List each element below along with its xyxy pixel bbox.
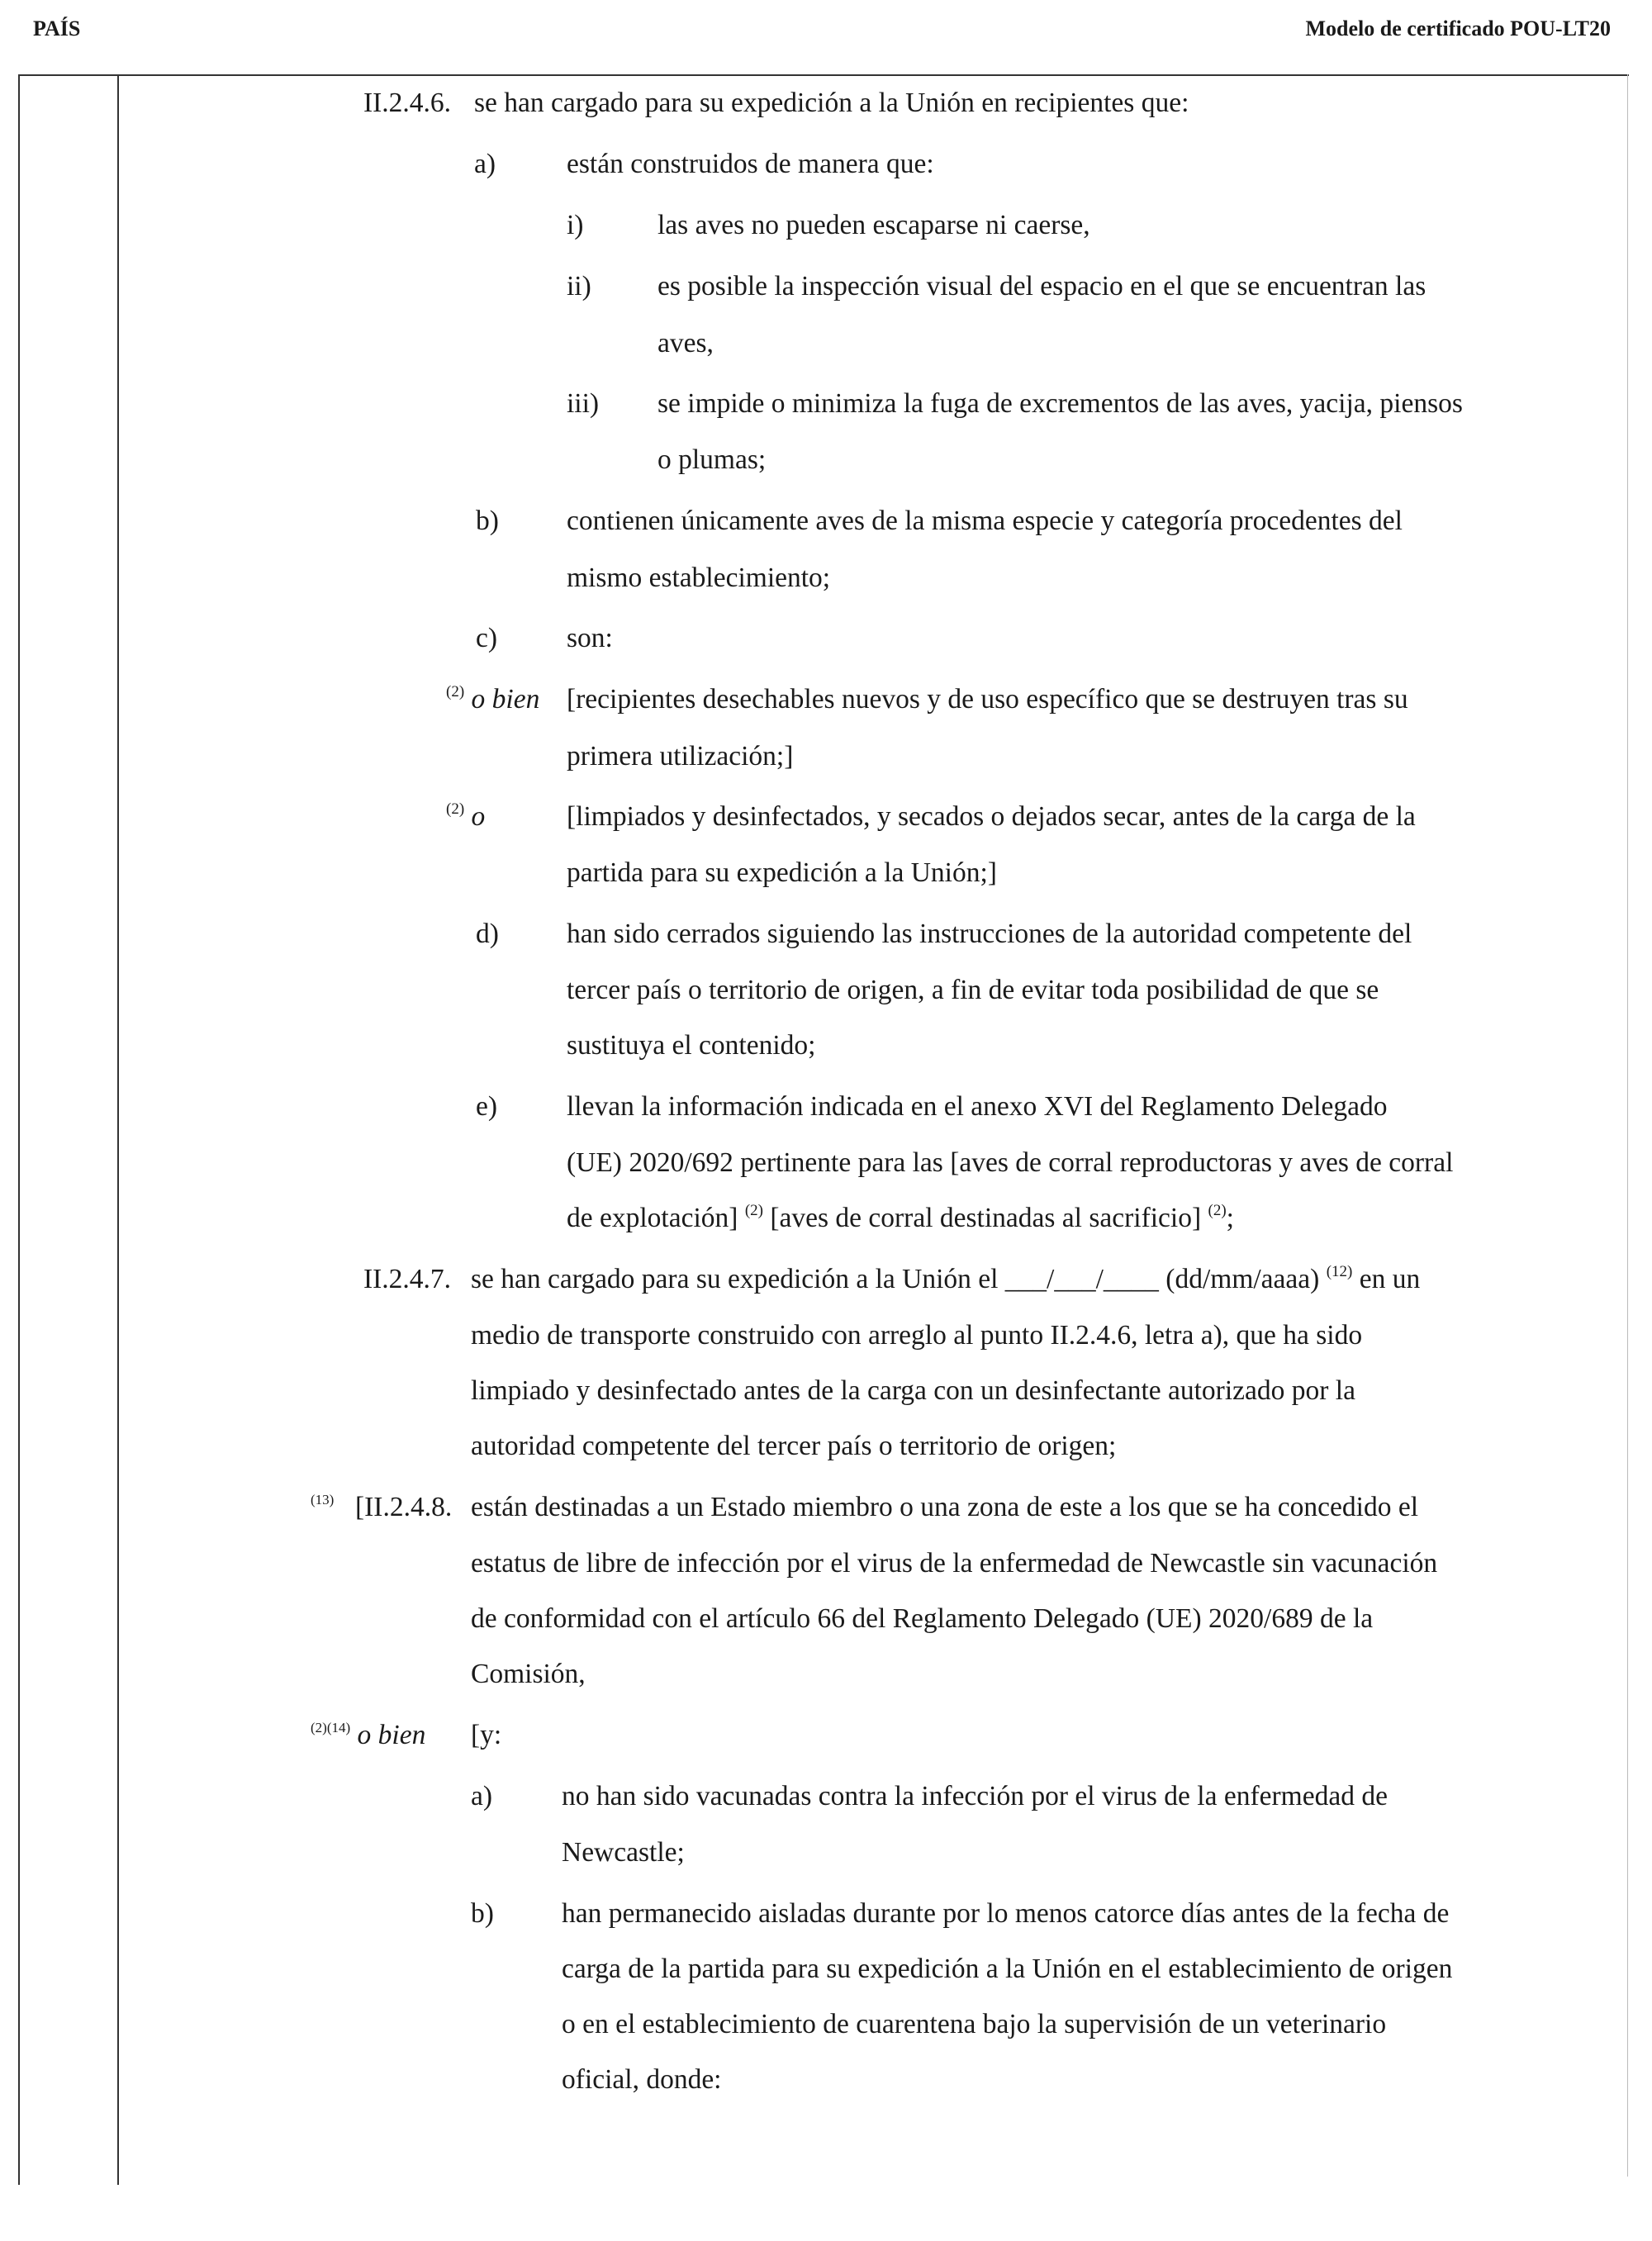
item-248-text-a-2: Newcastle;	[562, 1837, 685, 1868]
text-fragment: de explotación]	[567, 1203, 738, 1233]
section-text-246: se han cargado para su expedición a la Unión en recipientes que:	[474, 88, 1189, 118]
subitem-text-ii-2: aves,	[657, 328, 714, 358]
item-248-label-b: b)	[471, 1898, 494, 1929]
section-text-247-4: autoridad competente del tercer país o territorio de origen;	[471, 1431, 1117, 1461]
subitem-label-ii: ii)	[567, 271, 591, 301]
item-248-text-b-3: o en el establecimiento de cuarentena bajo la supervisión de un veterinario	[562, 2009, 1387, 2039]
option-248-obien-text: [y:	[471, 1720, 502, 1750]
option-o-label	[446, 800, 486, 832]
section-text-248-4: Comisión,	[471, 1659, 586, 1689]
item-text-d-2: tercer país o territorio de origen, a fin de evitar toda posibilidad de que se	[567, 975, 1379, 1005]
item-248-label-a: a)	[471, 1781, 493, 1811]
header-divider	[18, 74, 1629, 76]
option-obien-word: o bien	[357, 1720, 426, 1750]
section-text-248-1: están destinadas a un Estado miembro o una zona de este a los que se ha concedido el	[471, 1492, 1418, 1522]
section-number-247: II.2.4.7.	[363, 1264, 452, 1294]
option-obien-text-2: primera utilización;]	[567, 741, 794, 772]
table-right-border	[1627, 74, 1628, 2177]
footnote-ref: (13)	[311, 1492, 335, 1507]
subitem-text-iii-2: o plumas;	[657, 444, 767, 475]
footnote-ref: (2)	[1208, 1202, 1227, 1219]
footnote-ref: (2)	[446, 800, 465, 818]
header-model-title: Modelo de certificado POU-LT20	[1305, 17, 1611, 40]
section-text-247-3: limpiado y desinfectado antes de la carga con un desinfectante autorizado por la	[471, 1375, 1355, 1406]
item-text-b-2: mismo establecimiento;	[567, 563, 831, 593]
section-number-248: [II.2.4.8.	[355, 1492, 453, 1522]
option-o-text-2: partida para su expedición a la Unión;]	[567, 857, 997, 888]
item-text-e-1: llevan la información indicada en el anexo XVI del Reglamento Delegado	[567, 1091, 1388, 1122]
table-left-border	[18, 74, 20, 2185]
item-label-e: e)	[476, 1091, 498, 1122]
item-label-a: a)	[474, 149, 496, 179]
section-number-246: II.2.4.6.	[363, 88, 452, 118]
option-obien-text-1: [recipientes desechables nuevos y de uso específico que se destruyen tras su	[567, 684, 1408, 715]
table-column-divider	[117, 74, 119, 2185]
item-248-text-b-4: oficial, donde:	[562, 2064, 722, 2095]
subitem-text-ii-1: es posible la inspección visual del espacio en el que se encuentran las	[657, 271, 1427, 301]
item-text-d-3: sustituya el contenido;	[567, 1030, 816, 1061]
subitem-text-iii-1: se impide o minimiza la fuga de excrementos de las aves, yacija, piensos	[657, 388, 1463, 419]
text-fragment: se han cargado para su expedición a la Unión el ___/___/____ (dd/mm/aaaa)	[471, 1264, 1320, 1294]
section-text-247-2: medio de transporte construido con arreglo al punto II.2.4.6, letra a), que ha sido	[471, 1320, 1363, 1351]
item-text-e-3	[567, 1204, 1234, 1232]
text-fragment: [aves de corral destinadas al sacrificio]	[770, 1203, 1202, 1233]
subitem-label-i: i)	[567, 210, 584, 240]
item-label-d: d)	[476, 919, 499, 949]
option-o-text-1: [limpiados y desinfectados, y secados o dejados secar, antes de la carga de la	[567, 801, 1416, 832]
item-label-b: b)	[476, 506, 499, 536]
footnote-ref: (2)	[446, 683, 465, 700]
text-fragment: en un	[1359, 1264, 1421, 1294]
section-text-248-3: de conformidad con el artículo 66 del Reglamento Delegado (UE) 2020/689 de la	[471, 1603, 1374, 1634]
option-o-word: o	[471, 801, 486, 832]
footnote-ref: (2)(14)	[311, 1720, 351, 1735]
item-text-c: son:	[567, 623, 613, 653]
option-248-obien-label	[311, 1721, 425, 1750]
option-obien-word: o bien	[471, 684, 540, 715]
section-text-247-1	[471, 1265, 1420, 1294]
section-248-note	[311, 1493, 334, 1522]
item-text-d-1: han sido cerrados siguiendo las instrucciones de la autoridad competente del	[567, 919, 1412, 949]
text-fragment: ;	[1226, 1203, 1234, 1233]
footnote-ref: (2)	[744, 1202, 763, 1219]
subitem-label-iii: iii)	[567, 388, 600, 419]
section-text-248-2: estatus de libre de infección por el virus de la enfermedad de Newcastle sin vacunación	[471, 1548, 1438, 1579]
item-248-text-b-1: han permanecido aisladas durante por lo menos catorce días antes de la fecha de	[562, 1898, 1450, 1929]
footnote-ref: (12)	[1326, 1263, 1353, 1280]
item-text-a: están construidos de manera que:	[567, 149, 934, 179]
item-text-b-1: contienen únicamente aves de la misma especie y categoría procedentes del	[567, 506, 1403, 536]
item-label-c: c)	[476, 623, 498, 653]
header-country: PAÍS	[33, 17, 81, 40]
option-obien-label	[446, 683, 540, 715]
item-248-text-a-1: no han sido vacunadas contra la infección por el virus de la enfermedad de	[562, 1781, 1388, 1811]
item-248-text-b-2: carga de la partida para su expedición a la Unión en el establecimiento de origen	[562, 1954, 1453, 1984]
subitem-text-i: las aves no pueden escaparse ni caerse,	[657, 210, 1090, 240]
item-text-e-2: (UE) 2020/692 pertinente para las [aves de corral reproductoras y aves de corral	[567, 1147, 1454, 1178]
